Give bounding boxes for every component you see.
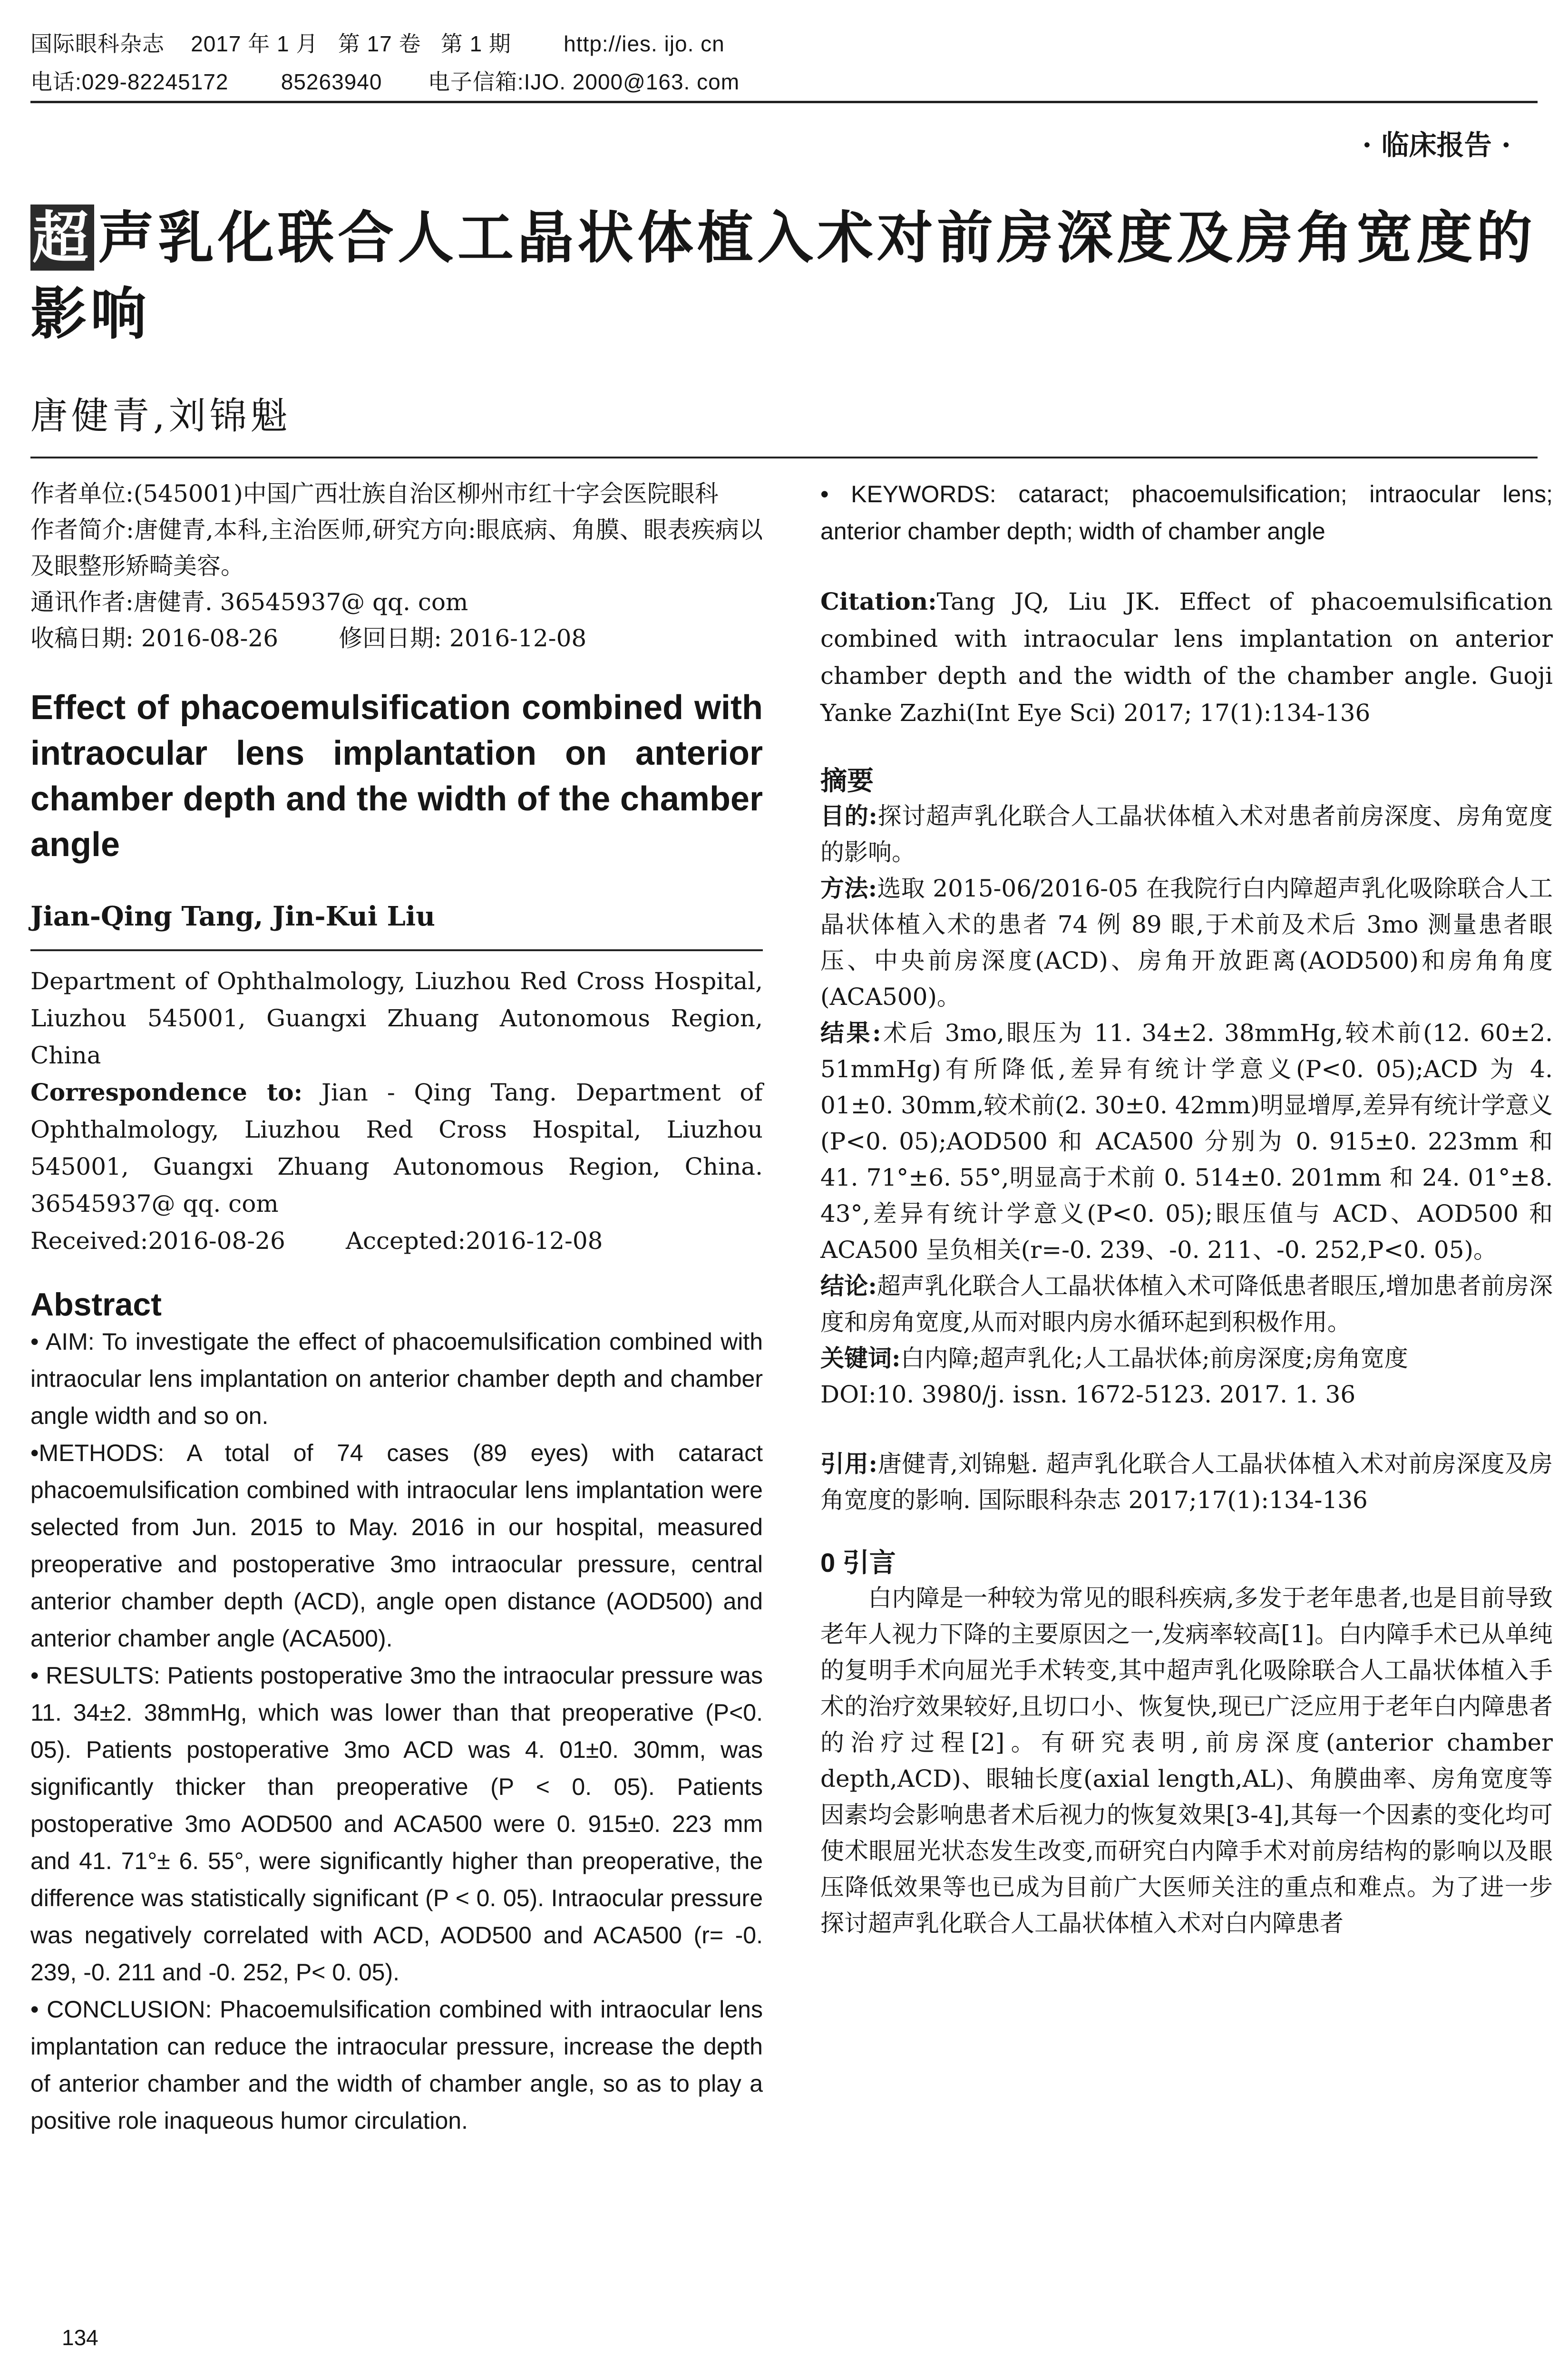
article-title: [30, 200, 1552, 352]
zh-keywords-label: 关键词:: [820, 1344, 901, 1372]
authors-zh: 唐健青,刘锦魁: [30, 395, 292, 438]
aim-label: • AIM:: [30, 1328, 95, 1355]
zh-results: [820, 1015, 1553, 1268]
keywords-en: [820, 476, 1553, 550]
journal-header-line2: 电话:029-82245172 85263940 电子信箱:IJO. 2000@163. com: [30, 69, 740, 94]
header-divider: [30, 101, 1538, 103]
corresponding-author: 通讯作者:唐健青. 36545937@ qq. com: [30, 588, 468, 616]
title-first-char: 超: [30, 205, 94, 271]
right-column: [820, 476, 1553, 1941]
correspondence-label: Correspondence to:: [30, 1078, 303, 1106]
journal-header-line1: 国际眼科杂志 2017 年 1 月 第 17 卷 第 1 期 http://ies. ijo. cn: [30, 31, 725, 56]
english-title: Effect of phacoemulsification combined with intraocular lens implantation on anterior chamber depth and the width of the chamber angle: [30, 689, 763, 864]
received-dates-zh: 收稿日期: 2016-08-26 修回日期: 2016-12-08: [30, 624, 587, 652]
results-text: Patients postoperative 3mo the intraocular pressure was 11. 34±2. 38mmHg, which was lower than that preoperative (P<0. 05). Patients postoperative 3mo ACD was 4. 01±0. 30mm, was significantly thicker than preoperative (P < 0. 05). Patients postoperative 3mo AOD500 and ACA500 were 0. 915±0. 223 mm and 41. 71°± 6. 55°, were significantly higher than preoperative, the difference was statistically significant (P < 0. 05). Intraocular pressure was negatively correlated with ACD, AOD500 and ACA500 (r= -0. 239, -0. 211 and -0. 252, P< 0. 05).: [30, 1662, 763, 1986]
results-label: • RESULTS:: [30, 1662, 160, 1689]
citation-label: Citation:: [820, 587, 937, 615]
zh-aim: [820, 798, 1553, 870]
citation-text: Tang JQ, Liu JK. Effect of phacoemulsification combined with intraocular lens implantation on anterior chamber depth and the width of the chamber angle. Guoji Yanke Zazhi(Int Eye Sci) 2017; 17(1):134-136: [820, 588, 1553, 727]
doi: DOI:10. 3980/j. issn. 1672-5123. 2017. 1. 36: [820, 1381, 1356, 1408]
zh-methods-label: 方法:: [820, 874, 877, 902]
zh-keywords-text: 白内障;超声乳化;人工晶状体;前房深度;房角宽度: [900, 1344, 1408, 1372]
correspondence: [30, 1074, 763, 1222]
zh-citation-text: 唐健青,刘锦魁. 超声乳化联合人工晶状体植入术对前房深度及房角宽度的影响. 国际眼科杂志 2017;17(1):134-136: [820, 1450, 1553, 1514]
author-unit: 作者单位:(545001)中国广西壮族自治区柳州市红十字会医院眼科: [30, 480, 719, 507]
intro-heading: 0 引言: [820, 1548, 896, 1578]
zh-abstract-heading: 摘要: [820, 766, 874, 796]
abstract-heading: Abstract: [30, 1286, 162, 1323]
conclusion-text: Phacoemulsification combined with intraocular lens implantation can reduce the intraocular pressure, increase the depth of anterior chamber and the width of chamber angle, so as to play a positive role inaqueous humor circulation.: [30, 1996, 763, 2134]
zh-methods-text: 选取 2015-06/2016-05 在我院行白内障超声乳化吸除联合人工晶状体植入术的患者 74 例 89 眼,于术前及术后 3mo 测量患者眼压、中央前房深度(ACD)、房角开放距离(AOD500)和房角角度(ACA500)。: [820, 875, 1553, 1011]
zh-keywords: [820, 1340, 1553, 1376]
citation-en: [820, 583, 1553, 731]
title-rest: 声乳化联合人工晶状体植入术对前房深度及房角宽度的影响: [30, 205, 1537, 347]
author-bio: 作者简介:唐健青,本科,主治医师,研究方向:眼底病、角膜、眼表疾病以及眼整形矫畸美容。: [30, 516, 763, 580]
keywords-label: • KEYWORDS:: [820, 481, 996, 507]
affiliation-department: Department of Ophthalmology, Liuzhou Red Cross Hospital, Liuzhou 545001, Guangxi Zhuang Autonomous Region, China: [30, 967, 763, 1069]
section-label: · 临床报告 ·: [1362, 129, 1511, 161]
keywords-text: cataract; phacoemulsification; intraocular lens; anterior chamber depth; width of chamber angle: [820, 481, 1553, 545]
authors-divider: [30, 457, 1538, 458]
left-column: [30, 476, 763, 2139]
zh-conclusion-text: 超声乳化联合人工晶状体植入术可降低患者眼压,增加患者前房深度和房角宽度,从而对眼内房水循环起到积极作用。: [820, 1272, 1553, 1336]
zh-citation-label: 引用:: [820, 1450, 877, 1478]
conclusion-label: • CONCLUSION:: [30, 1996, 212, 2023]
zh-methods: [820, 870, 1553, 1015]
abstract-body: [30, 1323, 763, 2139]
correspondence-text: Jian - Qing Tang. Department of Ophthalmology, Liuzhou Red Cross Hospital, Liuzhou 545001, Guangxi Zhuang Autonomous Region, China. 36545937@ qq. com: [30, 1079, 763, 1218]
page-number: 134: [62, 2325, 98, 2350]
methods-text: A total of 74 cases (89 eyes) with cataract phacoemulsification combined with intraocular lens implantation were selected from Jun. 2015 to May. 2016 in our hospital, measured preoperative and postoperative 3mo intraocular pressure, central anterior chamber depth (ACD), angle open distance (AOD500) and anterior chamber angle (ACA500).: [30, 1440, 763, 1652]
abstract-conclusion: [30, 1991, 763, 2139]
zh-aim-label: 目的:: [820, 802, 877, 830]
received-dates-en: Received:2016-08-26 Accepted:2016-12-08: [30, 1227, 603, 1255]
english-authors: Jian-Qing Tang, Jin-Kui Liu: [30, 901, 435, 932]
abstract-aim: [30, 1323, 763, 1434]
affiliation-block: [30, 963, 763, 1259]
zh-conclusion-label: 结论:: [820, 1272, 877, 1300]
zh-citation: [820, 1446, 1553, 1518]
aim-text: To investigate the effect of phacoemulsification combined with intraocular lens implantation on anterior chamber depth and chamber angle width and so on.: [30, 1328, 763, 1429]
intro-paragraph: 白内障是一种较为常见的眼科疾病,多发于老年患者,也是目前导致老年人视力下降的主要原因之一,发病率较高[1]。白内障手术已从单纯的复明手术向屈光手术转变,其中超声乳化吸除联合人工晶状体植入手术的治疗效果较好,且切口小、恢复快,现已广泛应用于老年白内障患者的治疗过程[2]。有研究表明,前房深度(anterior chamber depth,ACD)、眼轴长度(axial length,AL)、角膜曲率、房角宽度等因素均会影响患者术后视力的恢复效果[3-4],其每一个因素的变化均可使术眼屈光状态发生改变,而研究白内障手术对前房结构的影响以及眼压降低效果等也已成为目前广大医师关注的重点和难点。为了进一步探讨超声乳化联合人工晶状体植入术对白内障患者: [820, 1584, 1553, 1937]
methods-label: •METHODS:: [30, 1440, 165, 1466]
abstract-results: [30, 1657, 763, 1991]
abstract-methods: [30, 1434, 763, 1657]
zh-results-text: 术后 3mo,眼压为 11. 34±2. 38mmHg,较术前(12. 60±2. 51mmHg)有所降低,差异有统计学意义(P<0. 05);ACD 为 4. 01±0. 30mm,较术前(2. 30±0. 42mm)明显增厚,差异有统计学意义(P<0. 05);AOD500 和 ACA500 分别为 0. 915±0. 223mm 和 41. 71°±6. 55°,明显高于术前 0. 514±0. 201mm 和 24. 01°±8. 43°,差异有统计学意义(P<0. 05);眼压值与 ACD、AOD500 和 ACA500 呈负相关(r=-0. 239、-0. 211、-0. 252,P<0. 05)。: [820, 1019, 1553, 1264]
zh-conclusion: [820, 1268, 1553, 1340]
zh-aim-text: 探讨超声乳化联合人工晶状体植入术对患者前房深度、房角宽度的影响。: [820, 802, 1553, 866]
english-authors-divider: [30, 949, 763, 951]
zh-results-label: 结果:: [820, 1019, 881, 1047]
